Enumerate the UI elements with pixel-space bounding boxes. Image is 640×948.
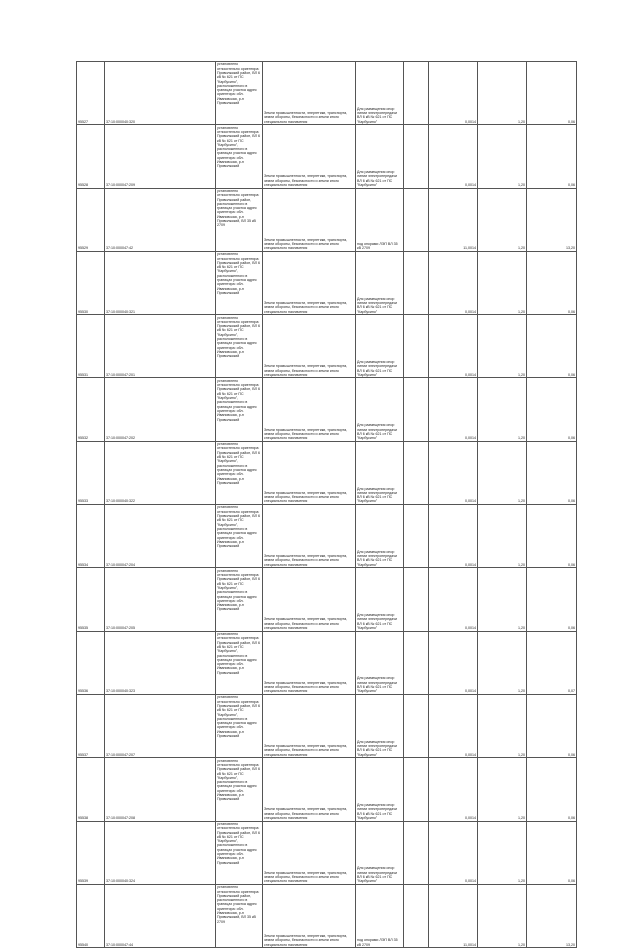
amount-cell	[527, 251, 577, 314]
land-plots-table	[76, 61, 577, 948]
blank-cell-cell	[404, 568, 429, 631]
row-id-cell	[77, 188, 105, 251]
land-category-text: Земли промышленности, энергетики, транспорта, земли обороны, безопасности и земли иного специального назначения	[264, 934, 348, 947]
table-row	[77, 505, 577, 568]
permitted-use-text: Для размещения опор линии электропередачи ВЛ 6 кВ № 621 от ПС "Карбусино"	[357, 170, 397, 187]
amount-text: 0,06	[568, 625, 575, 630]
table-row	[77, 631, 577, 694]
location-description-text: установлено относительно ориентира: Приволжский район, ВЛ 6 кВ № 621 от ПС "Карбусино", расположенного в границах участка адрес ориентира: обл. Ивановская, р-н Приволжский	[217, 632, 260, 675]
unit-price-text: 1,20	[518, 625, 525, 630]
location-description-cell	[216, 315, 263, 378]
row-id-text: 95533	[78, 499, 88, 504]
cadastral-number-cell	[105, 441, 216, 504]
area-share-text: 0,0014	[465, 182, 476, 187]
area-share-cell	[429, 251, 478, 314]
area-share-text: 0,0014	[465, 879, 476, 884]
amount-text: 0,06	[568, 436, 575, 441]
permitted-use-cell	[356, 758, 404, 821]
land-category-text: Земли промышленности, энергетики, транспорта, земли обороны, безопасности и земли иного специального назначения	[264, 870, 348, 884]
land-category-cell	[263, 568, 356, 631]
unit-price-cell	[478, 884, 527, 948]
amount-text: 0,06	[568, 182, 575, 187]
location-description-text: установлено относительно ориентира: Приволжский район, ВЛ 6 кВ № 621 от ПС "Карбусино", расположенного в границах участка адрес ориентира: обл. Ивановская, р-н Приволжский	[217, 758, 260, 802]
row-id-text: 95529	[78, 246, 88, 251]
table-row	[77, 568, 577, 631]
permitted-use-text: Для размещения опор линии электропередачи ВЛ 6 кВ № 621 от ПС "Карбусино"	[357, 802, 397, 820]
permitted-use-cell	[356, 505, 404, 568]
land-category-cell	[263, 884, 356, 948]
land-category-text: Земли промышленности, энергетики, транспорта, земли обороны, безопасности и земли иного специального назначения	[264, 111, 348, 124]
blank-cell-cell	[404, 125, 429, 188]
cadastral-number-cell	[105, 631, 216, 694]
land-category-text: Земли промышленности, энергетики, транспорта, земли обороны, безопасности и земли иного специального назначения	[264, 300, 348, 314]
permitted-use-text: Для размещения опор линии электропередачи ВЛ 6 кВ № 621 от ПС "Карбусино"	[357, 549, 397, 567]
location-description-text: установлено относительно ориентира: Приволжский район, ВЛ 6 кВ № 621 от ПС "Карбусино", расположенного в границах участка адрес ориентира: обл. Ивановская, р-н Приволжский	[217, 505, 260, 549]
location-description-text: установлено относительно ориентира: Приволжский район, ВЛ 6 кВ № 621 от ПС "Карбусино", расположенного в границах участка адрес ориентира: обл. Ивановская, р-н Приволжский	[217, 315, 260, 359]
amount-cell	[527, 821, 577, 884]
unit-price-text: 1,20	[518, 942, 525, 947]
table-row	[77, 125, 577, 188]
cadastral-number-cell	[105, 694, 216, 757]
table-row	[77, 378, 577, 441]
table-row	[77, 694, 577, 757]
area-share-text: 0,0014	[465, 309, 476, 314]
land-category-text: Земли промышленности, энергетики, транспорта, земли обороны, безопасности и земли иного специального назначения	[264, 554, 348, 567]
land-category-text: Земли промышленности, энергетики, транспорта, земли обороны, безопасности и земли иного специального назначения	[264, 364, 348, 377]
cadastral-number-text: 37:10:000047:202	[106, 436, 135, 441]
location-description-cell	[216, 378, 263, 441]
cadastral-number-text: 37:10:000047:208	[106, 815, 135, 820]
cadastral-number-text: 37:10:000040:322	[106, 499, 135, 504]
land-category-cell	[263, 441, 356, 504]
land-category-text: Земли промышленности, энергетики, транспорта, земли обороны, безопасности и земли иного специального назначения	[264, 237, 348, 251]
land-category-text: Земли промышленности, энергетики, транспорта, земли обороны, безопасности и земли иного специального назначения	[264, 807, 348, 820]
table-row	[77, 251, 577, 314]
row-id-cell	[77, 631, 105, 694]
land-category-text: Земли промышленности, энергетики, транспорта, земли обороны, безопасности и земли иного специального назначения	[264, 680, 348, 694]
row-id-cell	[77, 821, 105, 884]
cadastral-number-cell	[105, 568, 216, 631]
amount-text: 0,06	[568, 879, 575, 884]
amount-text: 0,07	[568, 689, 575, 694]
cadastral-number-text: 37:10:000040:323	[106, 689, 135, 694]
blank-cell-cell	[404, 505, 429, 568]
unit-price-cell	[478, 694, 527, 757]
row-id-text: 95531	[78, 372, 88, 377]
location-description-text: установлено относительно ориентира: Приволжский район, расположенного в границах участка адрес ориентира: обл. Ивановская, р-н Приволжский, ВЛ 35 кВ 2709	[217, 885, 260, 924]
amount-text: 13,20	[566, 942, 575, 947]
amount-text: 0,06	[568, 309, 575, 314]
area-share-cell	[429, 441, 478, 504]
table-row	[77, 188, 577, 251]
row-id-text: 95538	[78, 815, 88, 820]
permitted-use-text: Для размещения опор линии электропередачи ВЛ 6 кВ № 621 от ПС "Карбусино"	[357, 296, 397, 314]
location-description-cell	[216, 188, 263, 251]
permitted-use-cell	[356, 568, 404, 631]
row-id-cell	[77, 251, 105, 314]
unit-price-text: 1,20	[518, 372, 525, 377]
permitted-use-text: Для размещения опор линии электропередачи ВЛ 6 кВ № 621 от ПС "Карбусино"	[357, 866, 397, 884]
row-id-text: 95540	[78, 942, 88, 947]
row-id-text: 95528	[78, 182, 88, 187]
cadastral-number-cell	[105, 125, 216, 188]
permitted-use-text: под опорами ЛЭП ВЛ 35 кВ 2709	[357, 938, 398, 947]
land-category-cell	[263, 188, 356, 251]
location-description-cell	[216, 821, 263, 884]
unit-price-cell	[478, 441, 527, 504]
unit-price-text: 1,20	[518, 689, 525, 694]
unit-price-text: 1,20	[518, 119, 525, 124]
location-description-cell	[216, 251, 263, 314]
permitted-use-text: Для размещения опор линии электропередачи ВЛ 6 кВ № 621 от ПС "Карбусино"	[357, 486, 397, 504]
amount-cell	[527, 631, 577, 694]
row-id-text: 95534	[78, 562, 88, 567]
amount-cell	[527, 378, 577, 441]
row-id-cell	[77, 125, 105, 188]
amount-cell	[527, 62, 577, 125]
area-share-text: 0,0014	[465, 815, 476, 820]
permitted-use-cell	[356, 821, 404, 884]
blank-cell-cell	[404, 315, 429, 378]
permitted-use-cell	[356, 315, 404, 378]
amount-cell	[527, 568, 577, 631]
amount-cell	[527, 884, 577, 948]
unit-price-cell	[478, 125, 527, 188]
row-id-cell	[77, 694, 105, 757]
area-share-cell	[429, 694, 478, 757]
land-category-cell	[263, 378, 356, 441]
unit-price-cell	[478, 315, 527, 378]
land-category-cell	[263, 694, 356, 757]
permitted-use-cell	[356, 884, 404, 948]
cadastral-number-cell	[105, 62, 216, 125]
area-share-text: 11,0014	[463, 246, 476, 251]
permitted-use-cell	[356, 251, 404, 314]
area-share-cell	[429, 505, 478, 568]
location-description-cell	[216, 758, 263, 821]
land-category-text: Земли промышленности, энергетики, транспорта, земли обороны, безопасности и земли иного специального назначения	[264, 490, 348, 504]
unit-price-text: 1,20	[518, 436, 525, 441]
blank-cell-cell	[404, 694, 429, 757]
location-description-text: установлено относительно ориентира: Приволжский район, ВЛ 6 кВ № 621 от ПС "Карбусино", расположенного в границах участка адрес ориентира: обл. Ивановская, р-н Приволжский	[217, 252, 260, 295]
area-share-cell	[429, 125, 478, 188]
unit-price-text: 1,20	[518, 562, 525, 567]
location-description-cell	[216, 884, 263, 948]
row-id-cell	[77, 505, 105, 568]
permitted-use-text: Для размещения опор линии электропередачи ВЛ 6 кВ № 621 от ПС "Карбусино"	[357, 676, 397, 694]
location-description-text: установлено относительно ориентира: Приволжский район, ВЛ 6 кВ № 621 от ПС "Карбусино", расположенного в границах участка адрес ориентира: обл. Ивановская, р-н Приволжский	[217, 62, 260, 106]
row-id-cell	[77, 441, 105, 504]
cadastral-number-cell	[105, 251, 216, 314]
row-id-cell	[77, 62, 105, 125]
land-category-text: Земли промышленности, энергетики, транспорта, земли обороны, безопасности и земли иного специального назначения	[264, 427, 348, 441]
table-row	[77, 315, 577, 378]
amount-text: 0,06	[568, 752, 575, 757]
location-description-text: установлено относительно ориентира: Приволжский район, ВЛ 6 кВ № 621 от ПС "Карбусино", расположенного в границах участка адрес ориентира: обл. Ивановская, р-н Приволжский	[217, 442, 260, 485]
unit-price-cell	[478, 758, 527, 821]
cadastral-number-text: 37:10:000047:209	[106, 182, 135, 187]
unit-price-text: 1,20	[518, 182, 525, 187]
area-share-text: 0,0014	[465, 689, 476, 694]
cadastral-number-cell	[105, 884, 216, 948]
location-description-cell	[216, 125, 263, 188]
blank-cell-cell	[404, 251, 429, 314]
cadastral-number-cell	[105, 315, 216, 378]
permitted-use-cell	[356, 188, 404, 251]
amount-cell	[527, 125, 577, 188]
table-row	[77, 441, 577, 504]
location-description-cell	[216, 505, 263, 568]
row-id-text: 95539	[78, 879, 88, 884]
area-share-cell	[429, 188, 478, 251]
area-share-cell	[429, 631, 478, 694]
permitted-use-text: Для размещения опор линии электропередачи ВЛ 6 кВ № 621 от ПС "Карбусино"	[357, 106, 397, 124]
permitted-use-text: под опорами ЛЭП ВЛ 35 кВ 2709	[357, 241, 398, 251]
cadastral-number-text: 37:10:000047:42	[106, 246, 133, 251]
cadastral-number-text: 37:10:000047:205	[106, 625, 135, 630]
row-id-cell	[77, 315, 105, 378]
cadastral-number-text: 37:10:000047:207	[106, 752, 135, 757]
permitted-use-text: Для размещения опор линии электропередачи ВЛ 6 кВ № 621 от ПС "Карбусино"	[357, 359, 397, 377]
cadastral-number-cell	[105, 188, 216, 251]
permitted-use-cell	[356, 694, 404, 757]
land-category-cell	[263, 505, 356, 568]
row-id-cell	[77, 378, 105, 441]
row-id-text: 95530	[78, 309, 88, 314]
land-category-cell	[263, 758, 356, 821]
table-row	[77, 884, 577, 948]
permitted-use-cell	[356, 378, 404, 441]
land-category-cell	[263, 315, 356, 378]
area-share-cell	[429, 568, 478, 631]
cadastral-number-text: 37:10:000047:201	[106, 372, 135, 377]
cadastral-number-text: 37:10:000047:44	[106, 942, 133, 947]
land-category-cell	[263, 62, 356, 125]
amount-text: 0,06	[568, 499, 575, 504]
area-share-cell	[429, 758, 478, 821]
blank-cell-cell	[404, 758, 429, 821]
amount-text: 0,06	[568, 372, 575, 377]
permitted-use-text: Для размещения опор линии электропередачи ВЛ 6 кВ № 621 от ПС "Карбусино"	[357, 739, 397, 757]
unit-price-text: 1,20	[518, 309, 525, 314]
area-share-cell	[429, 821, 478, 884]
area-share-text: 0,0014	[465, 752, 476, 757]
cadastral-number-text: 37:10:000040:321	[106, 309, 135, 314]
location-description-cell	[216, 62, 263, 125]
permitted-use-cell	[356, 125, 404, 188]
cadastral-number-cell	[105, 821, 216, 884]
land-category-text: Земли промышленности, энергетики, транспорта, земли обороны, безопасности и земли иного специального назначения	[264, 617, 348, 630]
area-share-cell	[429, 62, 478, 125]
amount-cell	[527, 758, 577, 821]
land-category-text: Земли промышленности, энергетики, транспорта, земли обороны, безопасности и земли иного специального назначения	[264, 174, 348, 187]
unit-price-cell	[478, 188, 527, 251]
land-category-cell	[263, 125, 356, 188]
row-id-text: 95536	[78, 689, 88, 694]
permitted-use-text: Для размещения опор линии электропередачи ВЛ 6 кВ № 621 от ПС "Карбусино"	[357, 423, 397, 441]
land-category-cell	[263, 251, 356, 314]
area-share-cell	[429, 378, 478, 441]
area-share-text: 0,0014	[465, 625, 476, 630]
row-id-text: 95535	[78, 625, 88, 630]
row-id-cell	[77, 568, 105, 631]
amount-text: 13,20	[566, 246, 575, 251]
area-share-text: 0,0014	[465, 119, 476, 124]
area-share-text: 11,0014	[463, 942, 476, 947]
area-share-text: 0,0014	[465, 562, 476, 567]
table-row	[77, 758, 577, 821]
unit-price-text: 1,20	[518, 752, 525, 757]
location-description-cell	[216, 694, 263, 757]
row-id-cell	[77, 884, 105, 948]
location-description-text: установлено относительно ориентира: Приволжский район, ВЛ 6 кВ № 621 от ПС "Карбусино", расположенного в границах участка адрес ориентира: обл. Ивановская, р-н Приволжский	[217, 695, 260, 739]
permitted-use-cell	[356, 441, 404, 504]
cadastral-number-cell	[105, 378, 216, 441]
table-row	[77, 62, 577, 125]
blank-cell-cell	[404, 631, 429, 694]
area-share-cell	[429, 884, 478, 948]
location-description-text: установлено относительно ориентира: Приволжский район, расположенного в границах участка адрес ориентира: обл. Ивановская, р-н Приволжский, ВЛ 35 кВ 2709	[217, 188, 260, 228]
amount-cell	[527, 694, 577, 757]
blank-cell-cell	[404, 884, 429, 948]
location-description-text: установлено относительно ориентира: Приволжский район, ВЛ 6 кВ № 621 от ПС "Карбусино", расположенного в границах участка адрес ориентира: обл. Ивановская, р-н Приволжский	[217, 568, 260, 612]
amount-text: 0,06	[568, 119, 575, 124]
blank-cell-cell	[404, 821, 429, 884]
unit-price-text: 1,20	[518, 879, 525, 884]
cadastral-number-cell	[105, 505, 216, 568]
row-id-text: 95532	[78, 436, 88, 441]
blank-cell-cell	[404, 188, 429, 251]
land-category-cell	[263, 631, 356, 694]
unit-price-cell	[478, 62, 527, 125]
unit-price-cell	[478, 378, 527, 441]
unit-price-cell	[478, 251, 527, 314]
location-description-cell	[216, 441, 263, 504]
unit-price-text: 1,20	[518, 246, 525, 251]
cadastral-number-text: 37:10:000047:204	[106, 562, 135, 567]
land-category-cell	[263, 821, 356, 884]
location-description-text: установлено относительно ориентира: Приволжский район, ВЛ 6 кВ № 621 от ПС "Карбусино", расположенного в границах участка адрес ориентира: обл. Ивановская, р-н Приволжский	[217, 821, 260, 865]
land-category-text: Земли промышленности, энергетики, транспорта, земли обороны, безопасности и земли иного специального назначения	[264, 743, 348, 757]
blank-cell-cell	[404, 378, 429, 441]
amount-cell	[527, 441, 577, 504]
area-share-text: 0,0014	[465, 499, 476, 504]
amount-cell	[527, 315, 577, 378]
location-description-text: установлено относительно ориентира: Приволжский район, ВЛ 6 кВ № 621 от ПС "Карбусино", расположенного в границах участка адрес ориентира: обл. Ивановская, р-н Приволжский	[217, 125, 260, 169]
permitted-use-text: Для размещения опор линии электропередачи ВЛ 6 кВ № 621 от ПС "Карбусино"	[357, 613, 397, 630]
unit-price-text: 1,20	[518, 815, 525, 820]
unit-price-cell	[478, 505, 527, 568]
row-id-text: 95527	[78, 119, 88, 124]
blank-cell-cell	[404, 62, 429, 125]
cadastral-number-text: 37:10:000040:320	[106, 119, 135, 124]
amount-text: 0,06	[568, 562, 575, 567]
area-share-cell	[429, 315, 478, 378]
unit-price-text: 1,20	[518, 499, 525, 504]
permitted-use-cell	[356, 62, 404, 125]
blank-cell-cell	[404, 441, 429, 504]
area-share-text: 0,0014	[465, 436, 476, 441]
row-id-text: 95537	[78, 752, 88, 757]
location-description-text: установлено относительно ориентира: Приволжский район, ВЛ 6 кВ № 621 от ПС "Карбусино", расположенного в границах участка адрес ориентира: обл. Ивановская, р-н Приволжский	[217, 378, 260, 422]
table-row	[77, 821, 577, 884]
area-share-text: 0,0014	[465, 372, 476, 377]
unit-price-cell	[478, 568, 527, 631]
cadastral-number-cell	[105, 758, 216, 821]
cadastral-number-text: 37:10:000040:324	[106, 879, 135, 884]
unit-price-cell	[478, 821, 527, 884]
amount-text: 0,06	[568, 815, 575, 820]
amount-cell	[527, 188, 577, 251]
location-description-cell	[216, 631, 263, 694]
unit-price-cell	[478, 631, 527, 694]
amount-cell	[527, 505, 577, 568]
permitted-use-cell	[356, 631, 404, 694]
location-description-cell	[216, 568, 263, 631]
row-id-cell	[77, 758, 105, 821]
